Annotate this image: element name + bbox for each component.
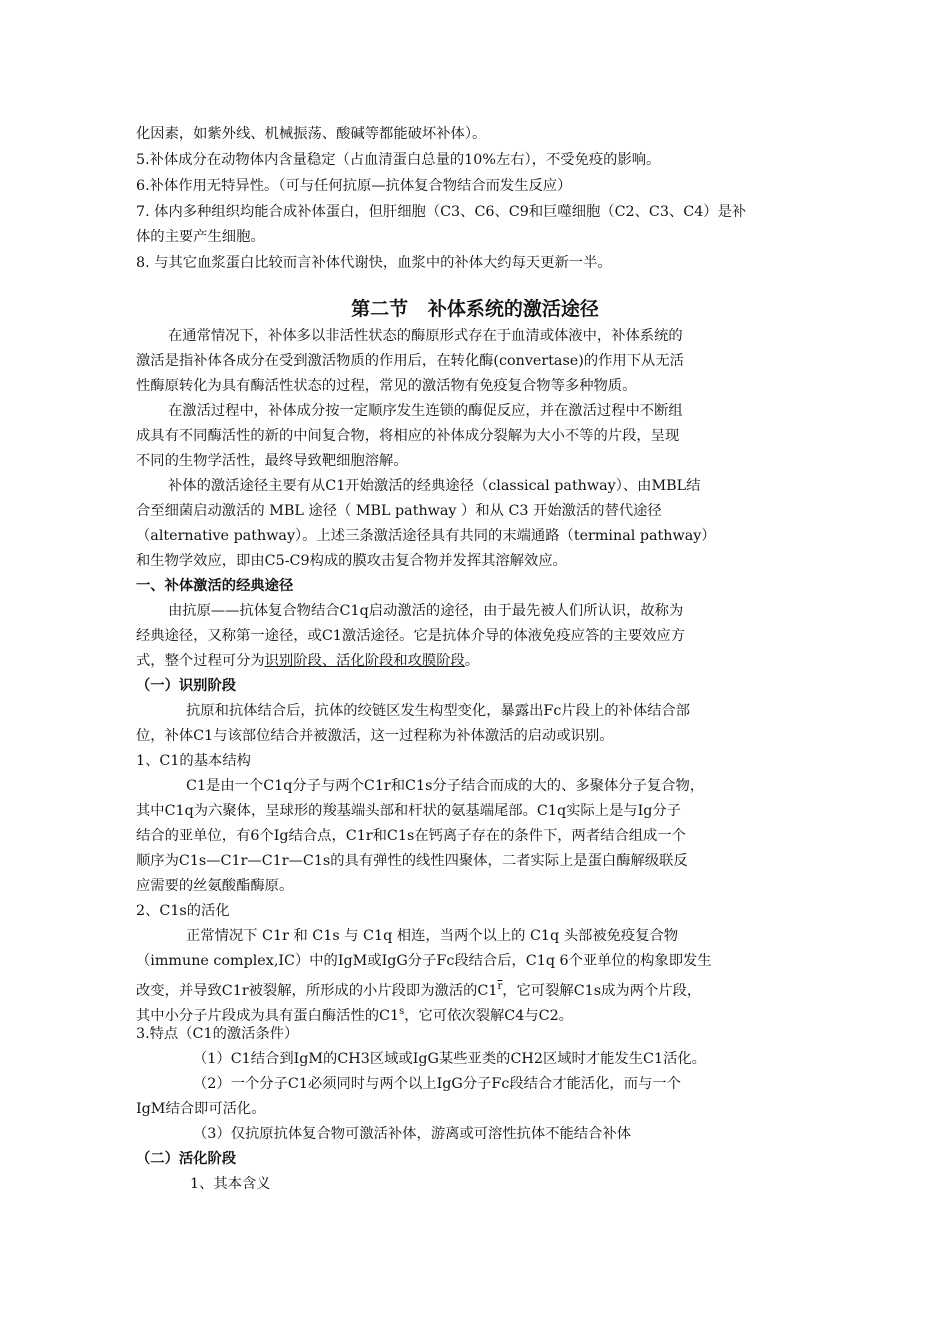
subheading: 3.特点（C1的激活条件） — [136, 1026, 299, 1042]
text-line: 应需要的丝氨酸酯酶原。 — [136, 878, 294, 894]
text-line: （2）一个分子C1必须同时与两个以上IgG分子Fc段结合才能活化，而与一个 — [193, 1076, 681, 1092]
text-line: 其中C1q为六聚体，呈球形的羧基端头部和杆状的氨基端尾部。C1q实际上是与Ig分子 — [136, 803, 681, 819]
text-line: 5.补体成分在动物体内含量稳定（占血清蛋白总量的10%左右），不受免疫的影响。 — [136, 152, 661, 168]
text-line: 化因素，如紫外线、机械振荡、酸碱等都能破坏补体）。 — [136, 126, 487, 142]
text-segment: 式，整个过程可分为 — [136, 653, 265, 669]
text-line: 不同的生物学活性，最终导致靶细胞溶解。 — [136, 453, 408, 469]
text-line: C1是由一个C1q分子与两个C1r和C1s分子结合而成的大的、多聚体分子复合物， — [186, 778, 705, 794]
text-line: 顺序为C1s—C1r—C1r—C1s的具有弹性的线性四聚体，二者实际上是蛋白酶解级联反 — [136, 853, 688, 869]
section-title: 第二节 补体系统的激活途径 — [351, 298, 599, 320]
text-line: 7. 体内多种组织均能合成补体蛋白，但肝细胞（C3、C6、C9和巨噬细胞（C2、C3、C4）是补 — [136, 204, 747, 220]
text-line: 正常情况下 C1r 和 C1s 与 C1q 相连，当两个以上的 C1q 头部被免疫复合物 — [186, 928, 679, 944]
subheading: 2、C1s的活化 — [136, 903, 230, 919]
text-line: 合至细菌启动激活的 MBL 途径（ MBL pathway ）和从 C3 开始激活的替代途径 — [136, 503, 662, 519]
text-segment: ，它可依次裂解C4与C2。 — [404, 1007, 573, 1024]
subheading: 1、其本含义 — [190, 1176, 271, 1192]
text-line: （immune complex,IC）中的IgM或IgG分子Fc段结合后，C1q 6个亚单位的构象即发生 — [136, 953, 712, 969]
text-line: （3）仅抗原抗体复合物可激活补体，游离或可溶性抗体不能结合补体 — [193, 1126, 631, 1142]
text-line: 由抗原——抗体复合物结合C1q启动激活的途径，由于最先被人们所认识，故称为 — [168, 603, 684, 619]
heading-classical-pathway: 一、补体激活的经典途径 — [136, 578, 294, 594]
text-line: 激活是指补体各成分在受到激活物质的作用后，在转化酶(convertase)的作用下从无活 — [136, 353, 684, 369]
text-line — [136, 1002, 816, 1026]
text-line: 体的主要产生细胞。 — [136, 229, 265, 245]
text-line: 结合的亚单位，有6个Ig结合点，C1r和C1s在钙离子存在的条件下，两者结合组成一个 — [136, 828, 686, 844]
superscript: r — [497, 981, 503, 992]
text-line: 和生物学效应，即由C5-C9构成的膜攻击复合物并发挥其溶解效应。 — [136, 553, 567, 569]
text-line: 性酶原转化为具有酶活性状态的过程，常见的激活物有免疫复合物等多种物质。 — [136, 378, 637, 394]
text-line: （alternative pathway）。上述三条激活途径具有共同的末端通路（terminal pathway） — [136, 528, 716, 544]
text-line: 经典途径，又称第一途径，或C1激活途径。它是抗体介导的体液免疫应答的主要效应方 — [136, 628, 686, 644]
text-line: 成具有不同酶活性的新的中间复合物，将相应的补体成分裂解为大小不等的片段，呈现 — [136, 428, 680, 444]
text-segment: 改变，并导致C1r被裂解，所形成的小片段即为激活的C1 — [136, 982, 498, 999]
text-line: 在通常情况下，补体多以非活性状态的酶原形式存在于血清或体液中，补体系统的 — [168, 328, 683, 344]
text-line — [136, 651, 816, 671]
underlined-phrase: 识别阶段、活化阶段和攻膜阶段 — [264, 653, 465, 669]
text-line: （1）C1结合到IgM的CH3区域或IgG某些亚类的CH2区域时才能发生C1活化。 — [193, 1051, 706, 1067]
text-line: 位，补体C1与该部位结合并被激活，这一过程称为补体激活的启动或识别。 — [136, 728, 614, 744]
text-segment: 其中小分子片段成为具有蛋白酶活性的C1 — [136, 1007, 400, 1024]
text-line: 抗原和抗体结合后，抗体的绞链区发生构型变化，暴露出Fc片段上的补体结合部 — [186, 703, 691, 719]
text-line: 6.补体作用无特异性。（可与任何抗原—抗体复合物结合而发生反应） — [136, 178, 572, 194]
subheading: 1、C1的基本结构 — [136, 753, 251, 769]
text-segment: ，它可裂解C1s成为两个片段， — [502, 982, 702, 999]
text-segment: 。 — [464, 653, 480, 669]
text-line: IgM结合即可活化。 — [136, 1101, 266, 1117]
text-line — [136, 977, 816, 1001]
superscript: s — [399, 1006, 405, 1017]
text-line: 补体的激活途径主要有从C1开始激活的经典途径（classical pathway）、由MBL结 — [168, 478, 701, 494]
text-line: 8. 与其它血浆蛋白比较而言补体代谢快，血浆中的补体大约每天更新一半。 — [136, 255, 612, 271]
heading-recognition-stage: （一）识别阶段 — [136, 678, 237, 694]
heading-activation-stage: （二）活化阶段 — [136, 1151, 237, 1167]
text-line: 在激活过程中，补体成分按一定顺序发生连锁的酶促反应，并在激活过程中不断组 — [168, 403, 683, 419]
